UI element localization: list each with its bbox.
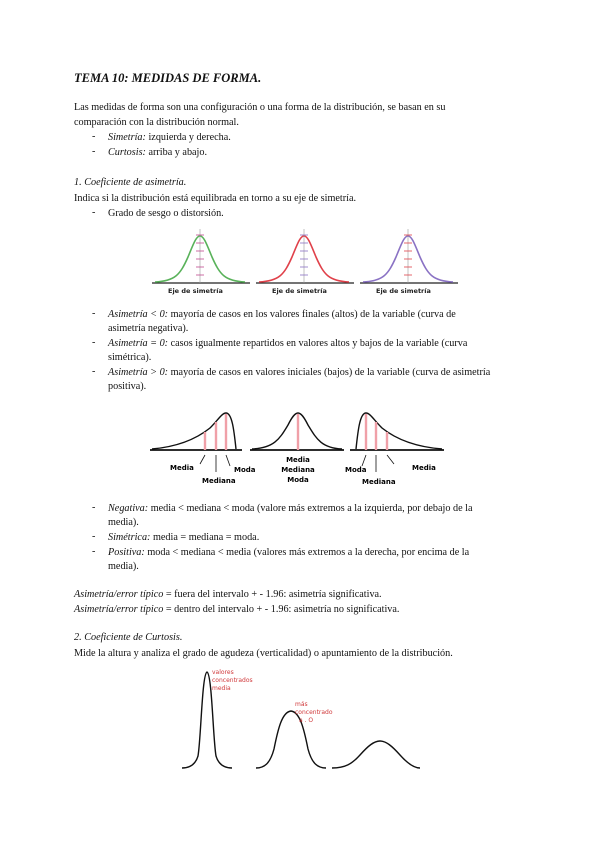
- asimetria-neg-line2: asimetría negativa).: [108, 323, 189, 334]
- label-mediana: Mediana: [202, 477, 236, 485]
- asimetria-zero-line2: simétrica).: [108, 352, 152, 363]
- error-tipico-no-significativa: Asimetría/error típico = dentro del intervalo + - 1.96: asimetría no significativa.: [74, 604, 400, 615]
- positive-skew-curve: [345, 413, 444, 486]
- curve-purple: [360, 229, 458, 295]
- intro-line-1: Las medidas de forma son una configuración o una forma de la distribución, se basan en su: [74, 102, 446, 113]
- bullet-dash: -: [92, 146, 96, 157]
- symmetry-curves-figure: [150, 227, 460, 297]
- bullet-dash: -: [92, 207, 96, 218]
- bullet-dash: -: [92, 546, 96, 557]
- intro-line-2: comparación con la distribución normal.: [74, 117, 239, 128]
- label-mediana: Mediana: [362, 478, 396, 486]
- axis-label: Eje de simetría: [168, 287, 223, 295]
- section1-heading: 1. Coeficiente de asimetría.: [74, 177, 187, 188]
- negative-skew-curve: [150, 413, 256, 485]
- bullet-dash: -: [92, 531, 96, 542]
- positiva-line1: Positiva: moda < mediana < media (valores más extremos a la derecha, por encima de la: [108, 547, 470, 558]
- handwritten-note: concentrado: [295, 709, 333, 716]
- bullet-dash: -: [92, 131, 96, 142]
- asimetria-pos-line2: positiva).: [108, 381, 147, 392]
- label-moda: Moda: [345, 466, 367, 474]
- section1-bullet: Grado de sesgo o distorsión.: [108, 208, 224, 219]
- handwritten-note: media: [212, 685, 231, 692]
- handwritten-note: valores: [212, 669, 234, 676]
- symmetric-curve: [250, 413, 344, 484]
- platykurtic-curve: [332, 741, 420, 768]
- simetrica-line1: Simétrica: media = mediana = moda.: [108, 532, 260, 543]
- negativa-line1: Negativa: media < mediana < moda (valore más extremos a la izquierda, por debajo de la: [108, 503, 473, 514]
- bullet-dash: -: [92, 337, 96, 348]
- bullet-dash: -: [92, 366, 96, 377]
- handwritten-note: a . O: [299, 717, 314, 724]
- intro-item-simetria: Simetría: izquierda y derecha.: [108, 132, 231, 143]
- label-moda: Moda: [287, 476, 309, 484]
- leptokurtic-curve: [182, 669, 253, 768]
- section1-intro: Indica si la distribución está equilibrada en torno a su eje de simetría.: [74, 193, 357, 204]
- bullet-dash: -: [92, 308, 96, 319]
- intro-item-curtosis: Curtosis: arriba y abajo.: [108, 147, 208, 158]
- asimetria-pos-line1: Asimetría > 0: mayoría de casos en valores iniciales (bajos) de la variable (curva de asimetría: [108, 367, 491, 378]
- skewness-figure: [150, 410, 450, 500]
- positiva-line2: media).: [108, 561, 139, 572]
- label-mediana: Mediana: [281, 466, 315, 474]
- label-media: Media: [170, 464, 194, 472]
- handwritten-note: más: [295, 701, 308, 708]
- asimetria-zero-line1: Asimetría = 0: casos igualmente repartidos en valores altos y bajos de la variable (curva: [108, 338, 468, 349]
- label-media: Media: [286, 456, 310, 464]
- page-title: TEMA 10: MEDIDAS DE FORMA.: [74, 71, 262, 85]
- mesokurtic-curve: [256, 701, 333, 768]
- handwritten-note: concentrados: [212, 677, 253, 684]
- label-media: Media: [412, 464, 436, 472]
- asimetria-neg-line1: Asimetría < 0: mayoría de casos en los valores finales (altos) de la variable (curva de: [108, 309, 456, 320]
- kurtosis-figure: [180, 664, 420, 774]
- curve-green: [152, 229, 250, 295]
- negativa-line2: media).: [108, 517, 139, 528]
- bullet-dash: -: [92, 502, 96, 513]
- axis-label: Eje de simetría: [272, 287, 327, 295]
- label-moda: Moda: [234, 466, 256, 474]
- curve-red: [256, 229, 354, 295]
- section2-heading: 2. Coeficiente de Curtosis.: [74, 632, 183, 643]
- section2-intro: Mide la altura y analiza el grado de agudeza (verticalidad) o apuntamiento de la distribución.: [74, 648, 453, 659]
- axis-label: Eje de simetría: [376, 287, 431, 295]
- error-tipico-significativa: Asimetría/error típico = fuera del intervalo + - 1.96: asimetría significativa.: [74, 589, 382, 600]
